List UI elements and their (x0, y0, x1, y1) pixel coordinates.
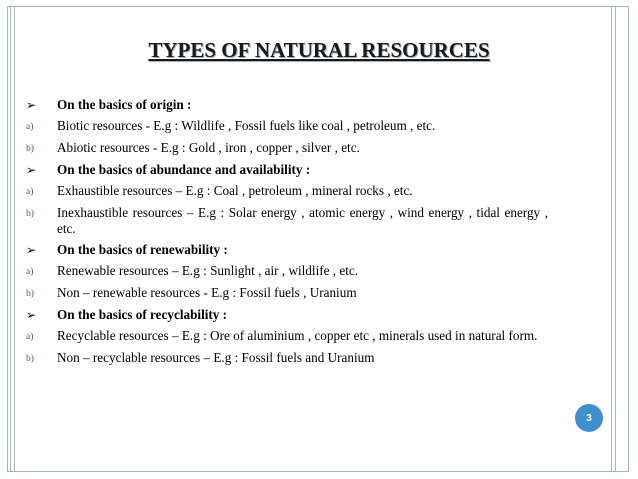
bullet-heading (26, 162, 548, 178)
item-text: On the basics of recyclability : (57, 307, 228, 322)
list-marker: b) (26, 354, 34, 364)
item-text: On the basics of abundance and availability : (57, 162, 311, 177)
frame-line (14, 7, 15, 472)
arrow-bullet-icon: ➢ (26, 98, 37, 112)
page-number-badge: 3 (575, 404, 603, 432)
list-item (26, 328, 548, 345)
frame-line (615, 7, 616, 472)
list-marker: b) (26, 144, 34, 154)
item-text: On the basics of renewability : (57, 242, 228, 257)
item-text: Non – renewable resources - E.g : Fossil fuels , Uranium (57, 285, 357, 300)
item-text: Inexhaustible resources – E.g : Solar energy , atomic energy , wind energy , tidal energy , etc. (57, 205, 548, 236)
arrow-bullet-icon: ➢ (26, 243, 37, 257)
frame-line (10, 7, 11, 472)
list-item (26, 263, 548, 280)
item-text: On the basics of origin : (57, 97, 192, 112)
list-item (26, 350, 548, 367)
arrow-bullet-icon: ➢ (26, 163, 37, 177)
item-text: Renewable resources – E.g : Sunlight , air , wildlife , etc. (57, 263, 359, 278)
item-text: Exhaustible resources – E.g : Coal , petroleum , mineral rocks , etc. (57, 183, 413, 198)
list-marker: a) (26, 122, 34, 132)
list-marker: b) (26, 289, 34, 299)
list-item (26, 205, 548, 237)
bullet-heading (26, 307, 548, 323)
list-marker: b) (26, 209, 34, 219)
bullet-heading (26, 97, 548, 113)
item-text: Abiotic resources - E.g : Gold , iron , copper , silver , etc. (57, 140, 360, 155)
list-item (26, 285, 548, 302)
item-text: Biotic resources - E.g : Wildlife , Fossil fuels like coal , petroleum , etc. (57, 118, 436, 133)
slide-title: TYPES OF NATURAL RESOURCES (148, 38, 490, 62)
list-item (26, 140, 548, 157)
frame-line (611, 7, 612, 472)
item-text: Recyclable resources – E.g : Ore of aluminium , copper etc , minerals used in natural form. (57, 328, 538, 343)
list-item (26, 183, 548, 200)
list-marker: a) (26, 187, 34, 197)
item-text: Non – recyclable resources – E.g : Fossil fuels and Uranium (57, 350, 375, 365)
arrow-bullet-icon: ➢ (26, 308, 37, 322)
bullet-list (26, 97, 548, 372)
list-marker: a) (26, 332, 34, 342)
list-item (26, 118, 548, 135)
bullet-heading (26, 242, 548, 258)
list-marker: a) (26, 267, 34, 277)
